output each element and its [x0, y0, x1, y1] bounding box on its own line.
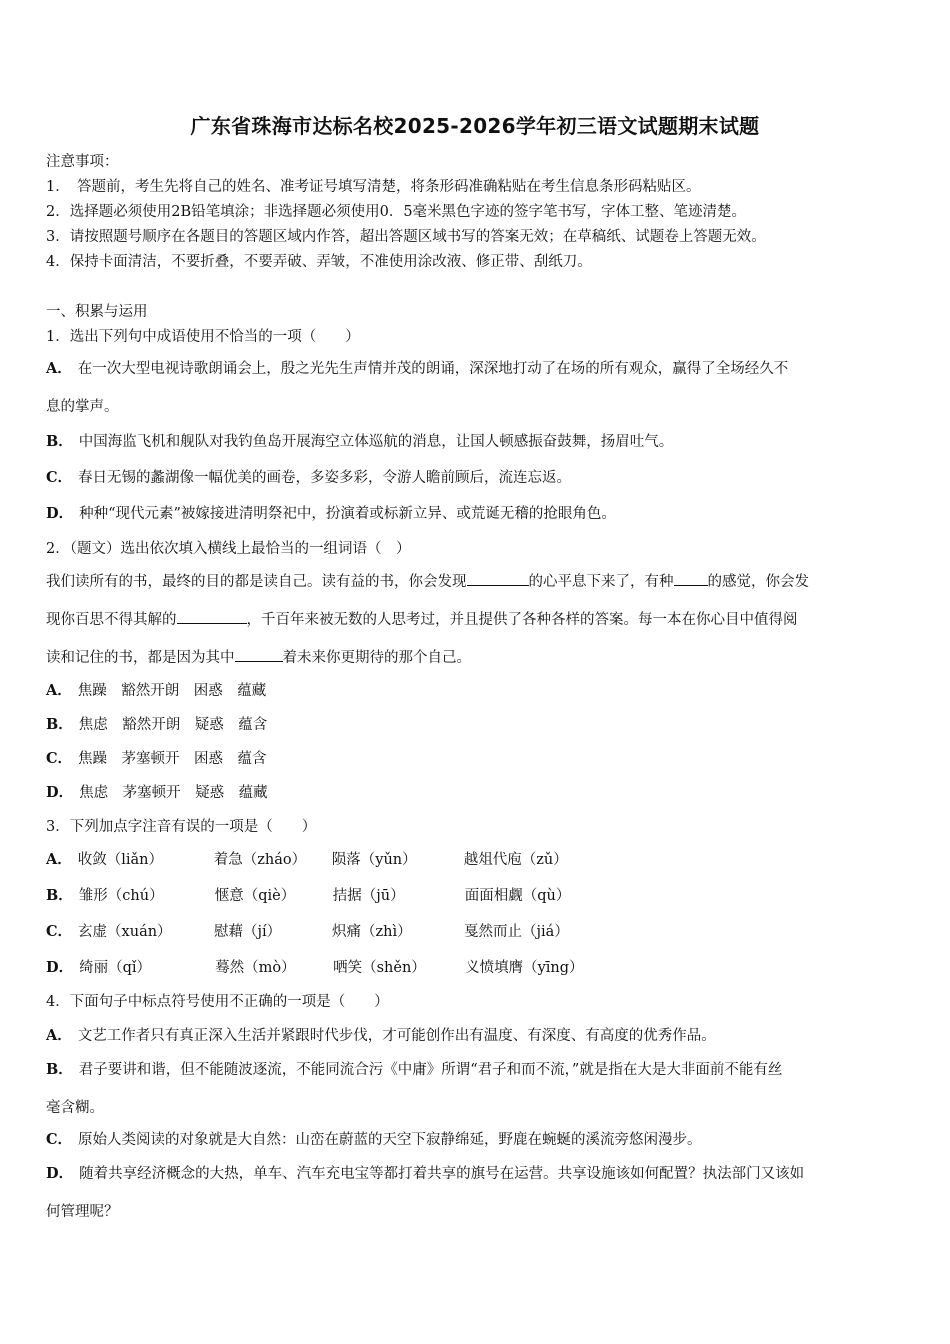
q3-stem: 3．下列加点字注音有误的一项是（ ）	[46, 819, 317, 835]
fill-blank	[467, 571, 529, 586]
pinyin-item: 戛然而止（jiá）	[464, 924, 569, 940]
q2-passage-line	[46, 609, 908, 631]
option-text: 焦躁 茅塞顿开 困惑 蕴含	[78, 751, 267, 767]
option-label: B．	[46, 716, 73, 733]
option-label: C．	[46, 923, 73, 940]
q3-option-d	[46, 957, 908, 979]
pinyin-item: 炽痛（zhì）	[332, 924, 412, 940]
notice-item: 1． 答题前，考生先将自己的姓名、准考证号填写清楚，将条形码准确粘贴在考生信息条形码粘贴区。	[46, 179, 701, 195]
q4-option-c	[46, 1129, 908, 1151]
passage-text: 现你百思不得其解的	[46, 612, 177, 628]
notice-item: 2．选择题必须使用2B铅笔填涂；非选择题必须使用0．5毫米黑色字迹的签字笔书写，字体工整、笔迹清楚。	[46, 204, 747, 220]
pinyin-item: 陨落（yǔn）	[331, 852, 417, 868]
option-label: B．	[46, 887, 73, 904]
q3-option-a	[46, 849, 908, 871]
option-label: C．	[46, 750, 73, 767]
option-text: 焦虑 豁然开朗 疑惑 蕴含	[78, 717, 268, 733]
passage-text: ，千百年来被无数的人思考过，并且提供了各种各样的答案。每一本在你心目中值得阅	[246, 612, 798, 628]
option-text: 在一次大型电视诗歌朗诵会上，殷之光先生声情并茂的朗诵，深深地打动了在场的所有观众，赢得了全场经久不	[77, 361, 789, 377]
page-title: 广东省珠海市达标名校2025-2026学年初三语文试题期末试题	[190, 114, 760, 138]
q2-option-c	[46, 748, 908, 770]
option-label: D．	[46, 505, 74, 522]
pinyin-item: 义愤填膺（yīng）	[465, 960, 584, 976]
q2-passage-line	[46, 571, 908, 593]
q2-option-b	[46, 714, 908, 736]
q4-stem: 4．下面句子中标点符号使用不正确的一项是（ ）	[46, 994, 389, 1010]
option-text: 君子要讲和谐，但不能随波逐流，不能同流合污《中庸》所谓“君子和而不流，”就是指在大是大非面前不能有丝	[78, 1062, 783, 1078]
q2-passage-line	[46, 647, 908, 669]
pinyin-item: 蓦然（mò）	[215, 960, 296, 976]
passage-text: 读和记住的书，都是因为其中	[46, 650, 235, 666]
q4-option-a	[46, 1025, 908, 1047]
pinyin-item: 慰藉（jí）	[214, 924, 282, 940]
option-label: D．	[46, 1165, 74, 1182]
pinyin-item: 面面相觑（qù）	[464, 888, 571, 904]
option-text: 种种“现代元素”被嫁接进清明祭祀中，扮演着或标新立异、或荒诞无稽的抢眼角色。	[79, 506, 616, 522]
option-text: 中国海监飞机和舰队对我钓鱼岛开展海空立体巡航的消息，让国人顿感振奋鼓舞，扬眉吐气。	[78, 434, 674, 450]
pinyin-item: 着急（zháo）	[213, 852, 307, 868]
option-label: B．	[46, 1061, 73, 1078]
q3-option-b	[46, 885, 908, 907]
option-label: A．	[46, 682, 72, 699]
q1-option-d	[46, 503, 908, 525]
option-label: D．	[46, 784, 74, 801]
passage-text: 着未来你更期待的那个自己。	[282, 650, 471, 666]
option-label: A．	[46, 851, 72, 868]
pinyin-item: 雏形（chú）	[78, 888, 164, 904]
option-label: D．	[46, 959, 74, 976]
notice-item: 3．请按照题号顺序在各题目的答题区域内作答，超出答题区域书写的答案无效；在草稿纸、试题卷上答题无效。	[46, 229, 766, 245]
option-label: A．	[46, 360, 72, 377]
fill-blank	[674, 571, 708, 586]
notice-heading: 注意事项：	[46, 154, 119, 170]
q1-option-c	[46, 467, 908, 489]
notice-item: 4．保持卡面清洁，不要折叠，不要弄破、弄皱，不准使用涂改液、修正带、刮纸刀。	[46, 254, 592, 270]
section-heading: 一、积累与运用	[46, 304, 148, 320]
pinyin-item: 哂笑（shěn）	[333, 960, 426, 976]
q3-option-c	[46, 921, 908, 943]
q1-option-a	[46, 358, 908, 380]
option-text: 焦虑 茅塞顿开 疑惑 蕴藏	[79, 785, 268, 801]
q4-option-b	[46, 1059, 908, 1081]
fill-blank	[177, 609, 247, 624]
q2-option-a	[46, 680, 908, 702]
option-label: C．	[46, 469, 73, 486]
q1-option-a-cont: 息的掌声。	[46, 399, 119, 415]
pinyin-item: 拮据（jū）	[332, 888, 405, 904]
option-label: B．	[46, 433, 73, 450]
passage-text: 的感觉，你会发	[707, 574, 809, 590]
pinyin-item: 绮丽（qǐ）	[79, 960, 151, 976]
option-text: 随着共享经济概念的大热，单车、汽车充电宝等都打着共享的旗号在运营。共享设施该如何配置？执法部门又该如	[79, 1166, 805, 1182]
passage-text: 我们读所有的书，最终的目的都是读自己。读有益的书，你会发现	[46, 574, 467, 590]
option-label: C．	[46, 1131, 73, 1148]
passage-text: 的心平息下来了，有种	[528, 574, 674, 590]
pinyin-item: 收敛（liǎn）	[77, 852, 164, 868]
option-text: 春日无锡的蠡湖像一幅优美的画卷，多姿多彩，令游人瞻前顾后，流连忘返。	[78, 470, 572, 486]
q4-option-b-cont: 毫含糊。	[46, 1100, 104, 1116]
q2-stem: 2．（题文）选出依次填入横线上最恰当的一组词语（ ）	[46, 541, 411, 557]
pinyin-item: 越俎代庖（zǔ）	[463, 852, 568, 868]
pinyin-item: 惬意（qiè）	[214, 888, 296, 904]
q1-option-b	[46, 431, 908, 453]
fill-blank	[235, 647, 283, 662]
q1-stem: 1．选出下列句中成语使用不恰当的一项（ ）	[46, 329, 360, 345]
pinyin-item: 玄虚（xuán）	[78, 924, 172, 940]
option-text: 焦躁 豁然开朗 困惑 蕴藏	[77, 683, 267, 699]
q4-option-d	[46, 1163, 908, 1185]
q2-option-d	[46, 782, 908, 804]
q4-option-d-cont: 何管理呢？	[46, 1204, 119, 1220]
option-text: 原始人类阅读的对象就是大自然：山峦在蔚蓝的天空下寂静绵延，野鹿在蜿蜒的溪流旁悠闲漫步。	[78, 1132, 702, 1148]
option-text: 文艺工作者只有真正深入生活并紧跟时代步伐，才可能创作出有温度、有深度、有高度的优秀作品。	[77, 1028, 716, 1044]
option-label: A．	[46, 1027, 72, 1044]
